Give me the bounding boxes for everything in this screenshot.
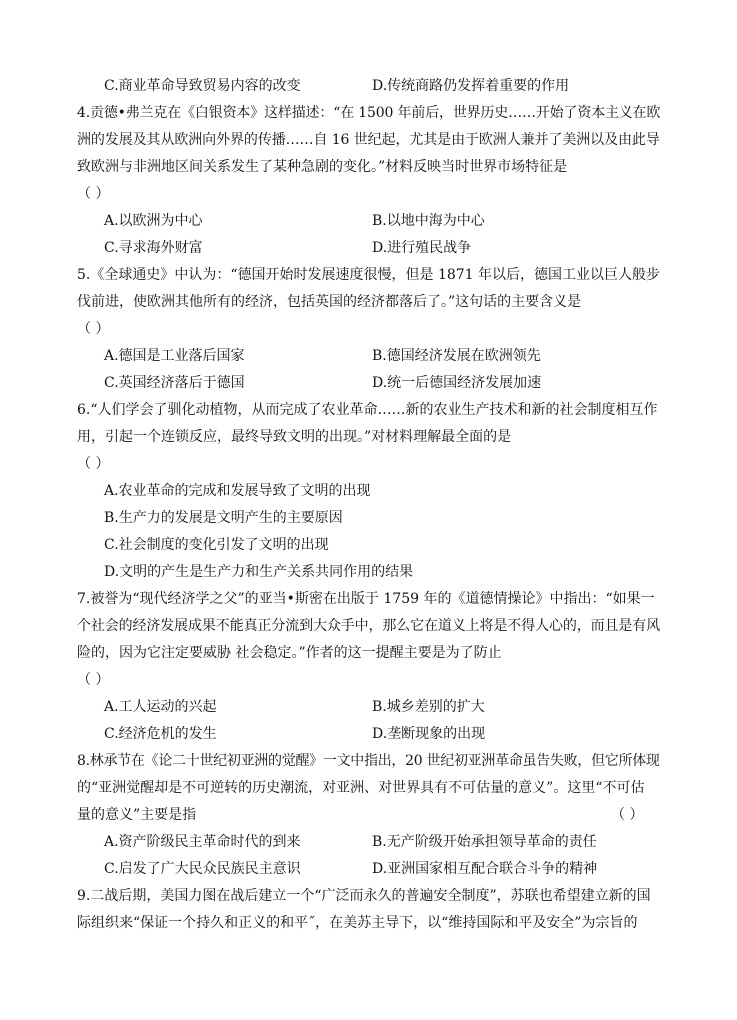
q4-option-d: D.进行殖民战争 [372, 240, 472, 256]
q5-option-a: A.德国是工业落后国家 [104, 348, 245, 364]
q8-stem-line-2: 的“亚洲觉醒却是不可逆转的历史潮流，对亚洲、对世界具有不可估量的意义”。这里“不可估 [77, 780, 645, 796]
q7-option-d: D.垄断现象的出现 [372, 726, 486, 742]
q3-option-c: C.商业革命导致贸易内容的改变 [104, 78, 301, 94]
q5-answer-bracket: （ ） [77, 321, 110, 337]
q7-answer-bracket: （ ） [77, 672, 110, 688]
q7-stem-line-3: 险的，因为它注定要威胁 社会稳定。”作者的这一提醒主要是为了防止 [77, 645, 502, 661]
q9-stem-line-2: 际组织来“保证一个持久和正义的和平˝，在美苏主导下，以“维持国际和平及安全”为宗旨的 [77, 915, 638, 931]
q8-stem-line-3: 量的意义”主要是指 [77, 807, 197, 823]
q6-option-b: B.生产力的发展是文明产生的主要原因 [104, 510, 343, 526]
q6-option-c: C.社会制度的变化引发了文明的出现 [104, 537, 329, 553]
q4-option-c: C.寻求海外财富 [104, 240, 203, 256]
q9-stem-line-1: 9.二战后期，美国力图在战后建立一个“广泛而永久的普遍安全制度”，苏联也希望建立新的国 [77, 888, 651, 904]
q4-stem-line-3: 致欧洲与非洲地区间关系发生了某种急剧的变化。”材料反映当时世界市场特征是 [77, 159, 568, 175]
q8-option-b: B.无产阶级开始承担领导革命的责任 [372, 834, 597, 850]
q5-option-b: B.德国经济发展在欧洲领先 [372, 348, 541, 364]
q4-stem-line-1: 4.贡德•弗兰克在《白银资本》这样描述：“在 1500 年前后，世界历史……开始了资本主义在欧 [77, 105, 661, 121]
q4-answer-bracket: （ ） [77, 186, 110, 202]
q7-stem-line-2: 个社会的经济发展成果不能真正分流到大众手中，那么它在道义上将是不得人心的，而且是有风 [77, 618, 660, 634]
q8-option-a: A.资产阶级民主革命时代的到来 [104, 834, 301, 850]
q8-answer-bracket: （ ） [611, 807, 644, 823]
q6-option-d: D.文明的产生是生产力和生产关系共同作用的结果 [104, 564, 414, 580]
q7-option-c: C.经济危机的发生 [104, 726, 217, 742]
q7-option-b: B.城乡差别的扩大 [372, 699, 485, 715]
q6-stem-line-2: 用，引起一个连锁反应，最终导致文明的出现。”对材料理解最全面的是 [77, 429, 512, 445]
q7-stem-line-1: 7.被誉为“现代经济学之父”的亚当•斯密在出版于 1759 年的《道德情操论》中指出：“如果一 [77, 591, 655, 607]
q7-option-a: A.工人运动的兴起 [104, 699, 217, 715]
q4-option-a: A.以欧洲为中心 [104, 213, 203, 229]
q6-option-a: A.农业革命的完成和发展导致了文明的出现 [104, 483, 371, 499]
q8-option-d: D.亚洲国家相互配合联合斗争的精神 [372, 861, 598, 877]
q5-stem-line-2: 伐前进，使欧洲其他所有的经济，包括英国的经济都落后了。”这句话的主要含义是 [77, 294, 582, 310]
q8-option-c: C.启发了广大民众民族民主意识 [104, 861, 301, 877]
q8-stem-line-1: 8.林承节在《论二十世纪初亚洲的觉醒》一文中指出，20 世纪初亚洲革命虽告失败，但它所体现 [77, 753, 660, 769]
q5-stem-line-1: 5.《全球通史》中认为：“德国开始时发展速度很慢，但是 1871 年以后，德国工业以巨人般步 [77, 267, 661, 283]
q4-option-b: B.以地中海为中心 [372, 213, 485, 229]
q5-option-d: D.统一后德国经济发展加速 [372, 375, 542, 391]
q3-option-d: D.传统商路仍发挥着重要的作用 [372, 78, 570, 94]
q4-stem-line-2: 洲的发展及其从欧洲向外界的传播……自 16 世纪起，尤其是由于欧洲人兼并了美洲以及由此导 [77, 132, 660, 148]
q5-option-c: C.英国经济落后于德国 [104, 375, 245, 391]
q6-stem-line-1: 6.“人们学会了驯化动植物，从而完成了农业革命……新的农业生产技术和新的社会制度相互作 [77, 402, 658, 418]
q6-answer-bracket: （ ） [77, 456, 110, 472]
